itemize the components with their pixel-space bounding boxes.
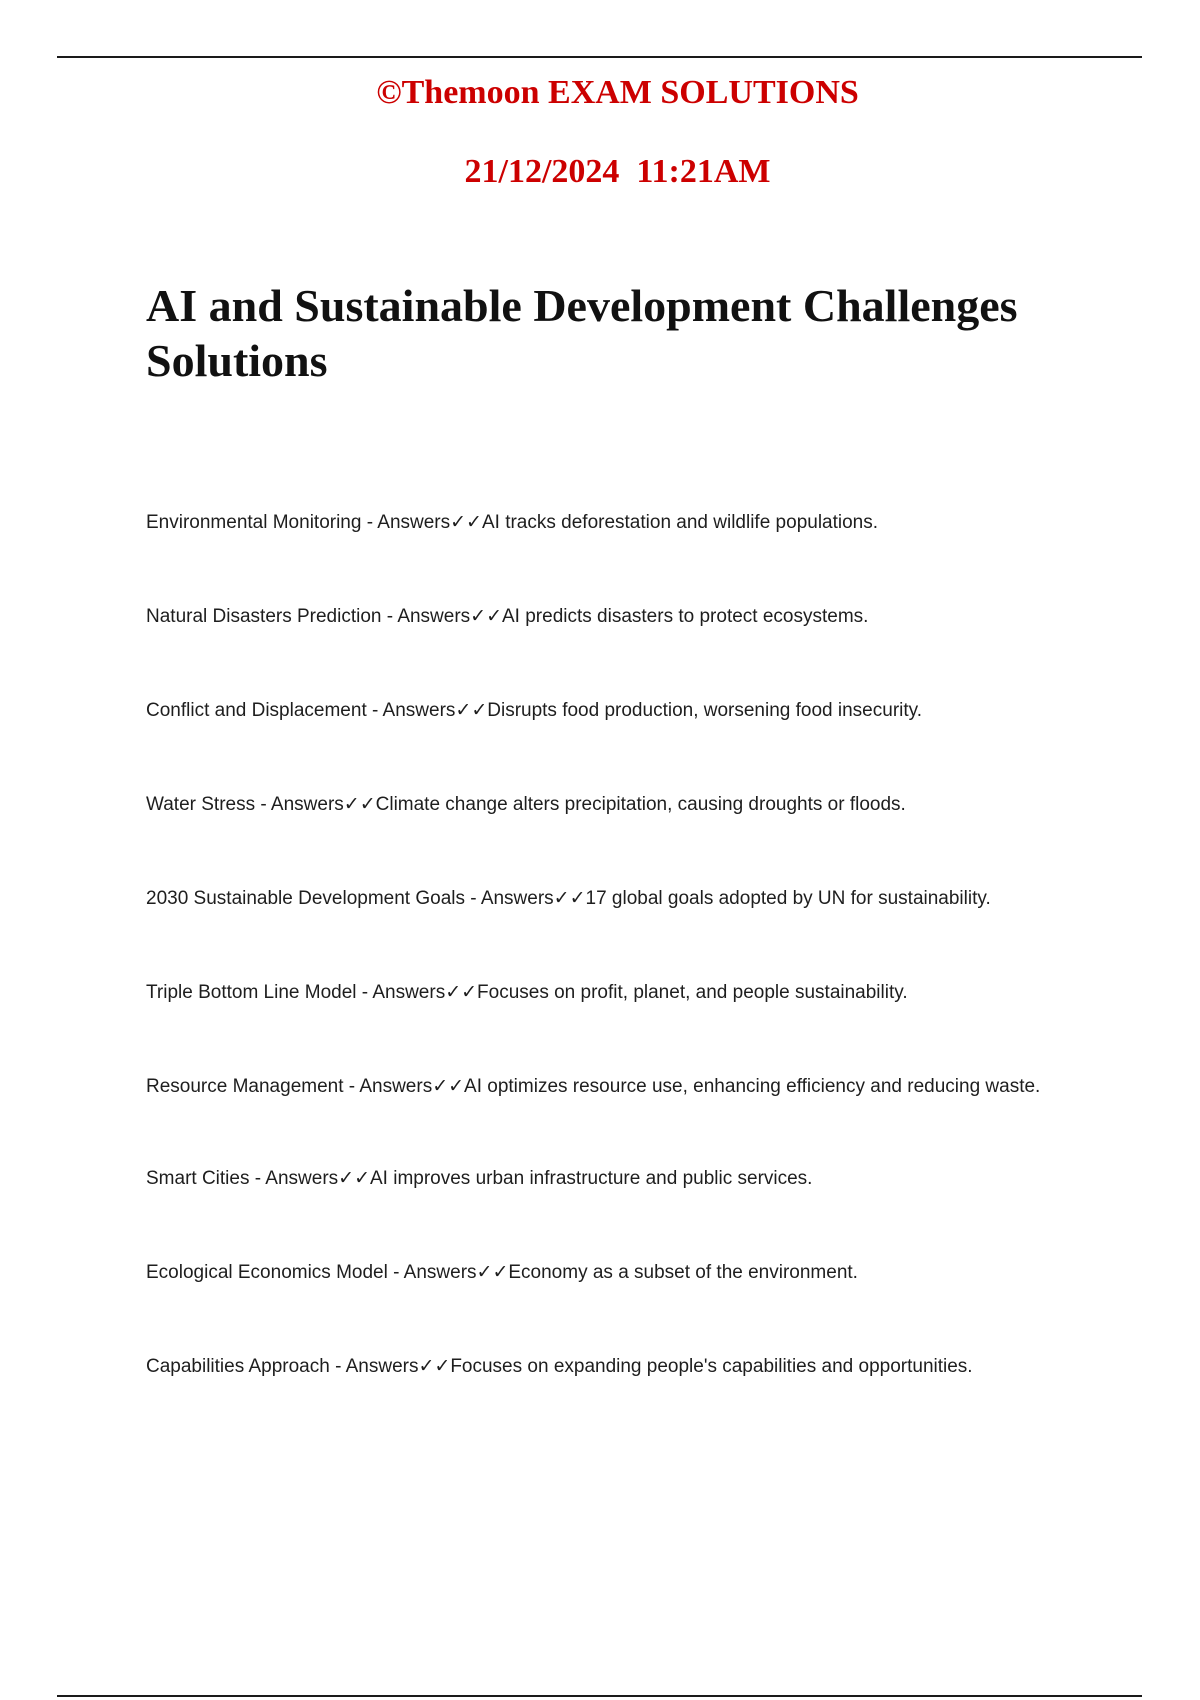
qa-item: Resource Management - Answers✓✓AI optimizes resource use, enhancing efficiency and reducing waste. bbox=[146, 1076, 1041, 1097]
qa-item: Smart Cities - Answers✓✓AI improves urban infrastructure and public services. bbox=[146, 1168, 813, 1189]
qa-item: Ecological Economics Model - Answers✓✓Economy as a subset of the environment. bbox=[146, 1262, 858, 1283]
bottom-divider bbox=[57, 1695, 1142, 1697]
timestamp-header: 21/12/2024 11:21AM bbox=[464, 153, 771, 190]
top-divider bbox=[57, 56, 1142, 58]
qa-item: Environmental Monitoring - Answers✓✓AI tracks deforestation and wildlife populations. bbox=[146, 512, 879, 533]
qa-list bbox=[146, 508, 1066, 1382]
qa-item: Conflict and Displacement - Answers✓✓Disrupts food production, worsening food insecurity. bbox=[146, 700, 923, 721]
qa-item: Triple Bottom Line Model - Answers✓✓Focuses on profit, planet, and people sustainability. bbox=[146, 982, 908, 1003]
qa-item: Water Stress - Answers✓✓Climate change alters precipitation, causing droughts or floods. bbox=[146, 794, 906, 815]
document-title: AI and Sustainable Development Challenges Solutions bbox=[146, 280, 1018, 386]
brand-header: ©Themoon EXAM SOLUTIONS bbox=[376, 74, 859, 111]
qa-item: 2030 Sustainable Development Goals - Answers✓✓17 global goals adopted by UN for sustainability. bbox=[146, 888, 991, 909]
qa-item: Capabilities Approach - Answers✓✓Focuses on expanding people's capabilities and opportunities. bbox=[146, 1356, 973, 1377]
qa-item: Natural Disasters Prediction - Answers✓✓AI predicts disasters to protect ecosystems. bbox=[146, 606, 869, 627]
